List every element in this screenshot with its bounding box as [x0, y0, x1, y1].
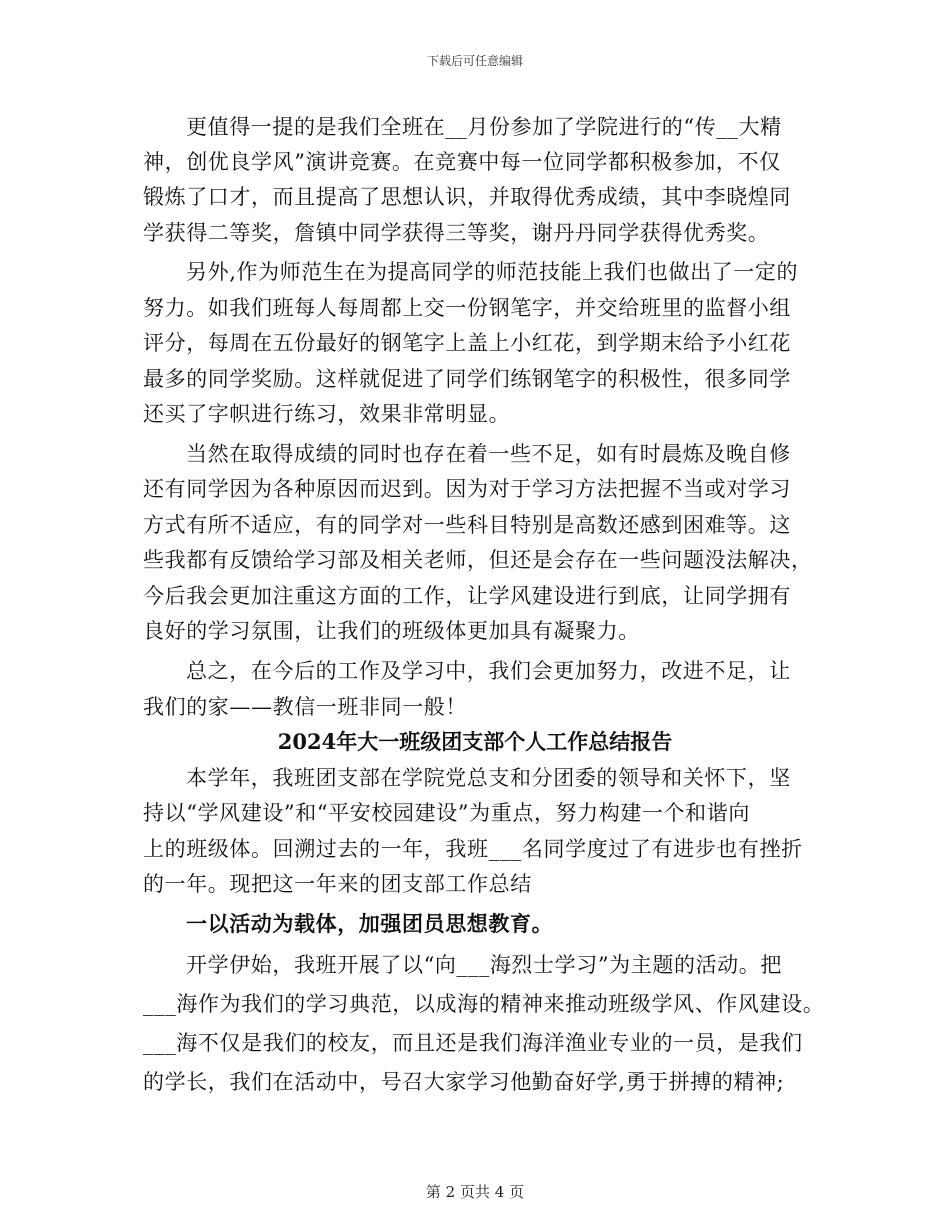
paragraph-line: 的学长，我们在活动中，号召大家学习他勤奋好学,勇于拼搏的精神; [143, 1070, 785, 1094]
paragraph-line: 总之，在今后的工作及学习中，我们会更加努力，改进不足，让 [186, 659, 791, 683]
paragraph-line: 评分，每周在五份最好的钢笔字上盖上小红花，到学期末给予小红花 [143, 331, 791, 355]
paragraph-line: 我们的家——教信一班非同一般！ [143, 695, 467, 719]
subsection-heading: 一以活动为载体，加强团员思想教育。 [186, 911, 554, 936]
paragraph-line: ___海不仅是我们的校友，而且还是我们海洋渔业专业的一员，是我们 [143, 1031, 803, 1055]
paragraph-line: 锻炼了口才，而且提高了思想认识，并取得优秀成绩，其中李晓煌同 [143, 185, 791, 209]
paragraph-line: 学获得二等奖，詹镇中同学获得三等奖，谢丹丹同学获得优秀奖。 [143, 221, 770, 245]
section-title: 2024年大一班级团支部个人工作总结报告 [277, 729, 673, 754]
paragraph-line: 最多的同学奖励。这样就促进了同学们练钢笔字的积极性，很多同学 [143, 367, 791, 391]
paragraph-line: 另外,作为师范生在为提高同学的师范技能上我们也做出了一定的 [186, 260, 799, 284]
paragraph-line: 持以“学风建设”和“平安校园建设”为重点，努力构建一个和谐向 [143, 801, 750, 825]
paragraph-line: 神，创优良学风”演讲竞赛。在竞赛中每一位同学都积极参加，不仅 [143, 150, 781, 174]
paragraph-line: 努力。如我们班每人每周都上交一份钢笔字，并交给班里的监督小组 [143, 296, 791, 320]
paragraph-line: 更值得一提的是我们全班在__月份参加了学院进行的“传__大精 [186, 115, 782, 139]
paragraph-line: 方式有所不适应，有的同学对一些科目特别是高数还感到困难等。这 [143, 513, 791, 537]
paragraph-line: 的一年。现把这一年来的团支部工作总结 [143, 872, 532, 896]
paragraph-line: ___海作为我们的学习典范，以成海的精神来推动班级学风、作风建设。 [143, 992, 825, 1016]
paragraph-line: 还买了字帜进行练习，效果非常明显。 [143, 402, 511, 426]
paragraph-line: 今后我会更加注重这方面的工作，让学风建设进行到底，让同学拥有 [143, 584, 791, 608]
paragraph-line: 还有同学因为各种原因而迟到。因为对于学习方法把握不当或对学习 [143, 477, 791, 501]
paragraph-line: 开学伊始，我班开展了以“向___海烈士学习”为主题的活动。把 [186, 953, 782, 977]
paragraph-line: 些我都有反馈给学习部及相关老师，但还是会存在一些问题没法解决， [143, 548, 813, 572]
paragraph-line: 本学年，我班团支部在学院党总支和分团委的领导和关怀下，坚 [186, 766, 791, 790]
page-header: 下载后可任意编辑 [426, 54, 523, 68]
page-number-footer: 第 2 页共 4 页 [425, 1183, 525, 1201]
paragraph-line: 良好的学习氛围，让我们的班级体更加具有凝聚力。 [143, 619, 640, 643]
paragraph-line: 当然在取得成绩的同时也存在着一些不足，如有时晨炼及晚自修 [186, 442, 791, 466]
paragraph-line: 上的班级体。回溯过去的一年，我班___名同学度过了有进步也有挫折 [143, 837, 803, 861]
